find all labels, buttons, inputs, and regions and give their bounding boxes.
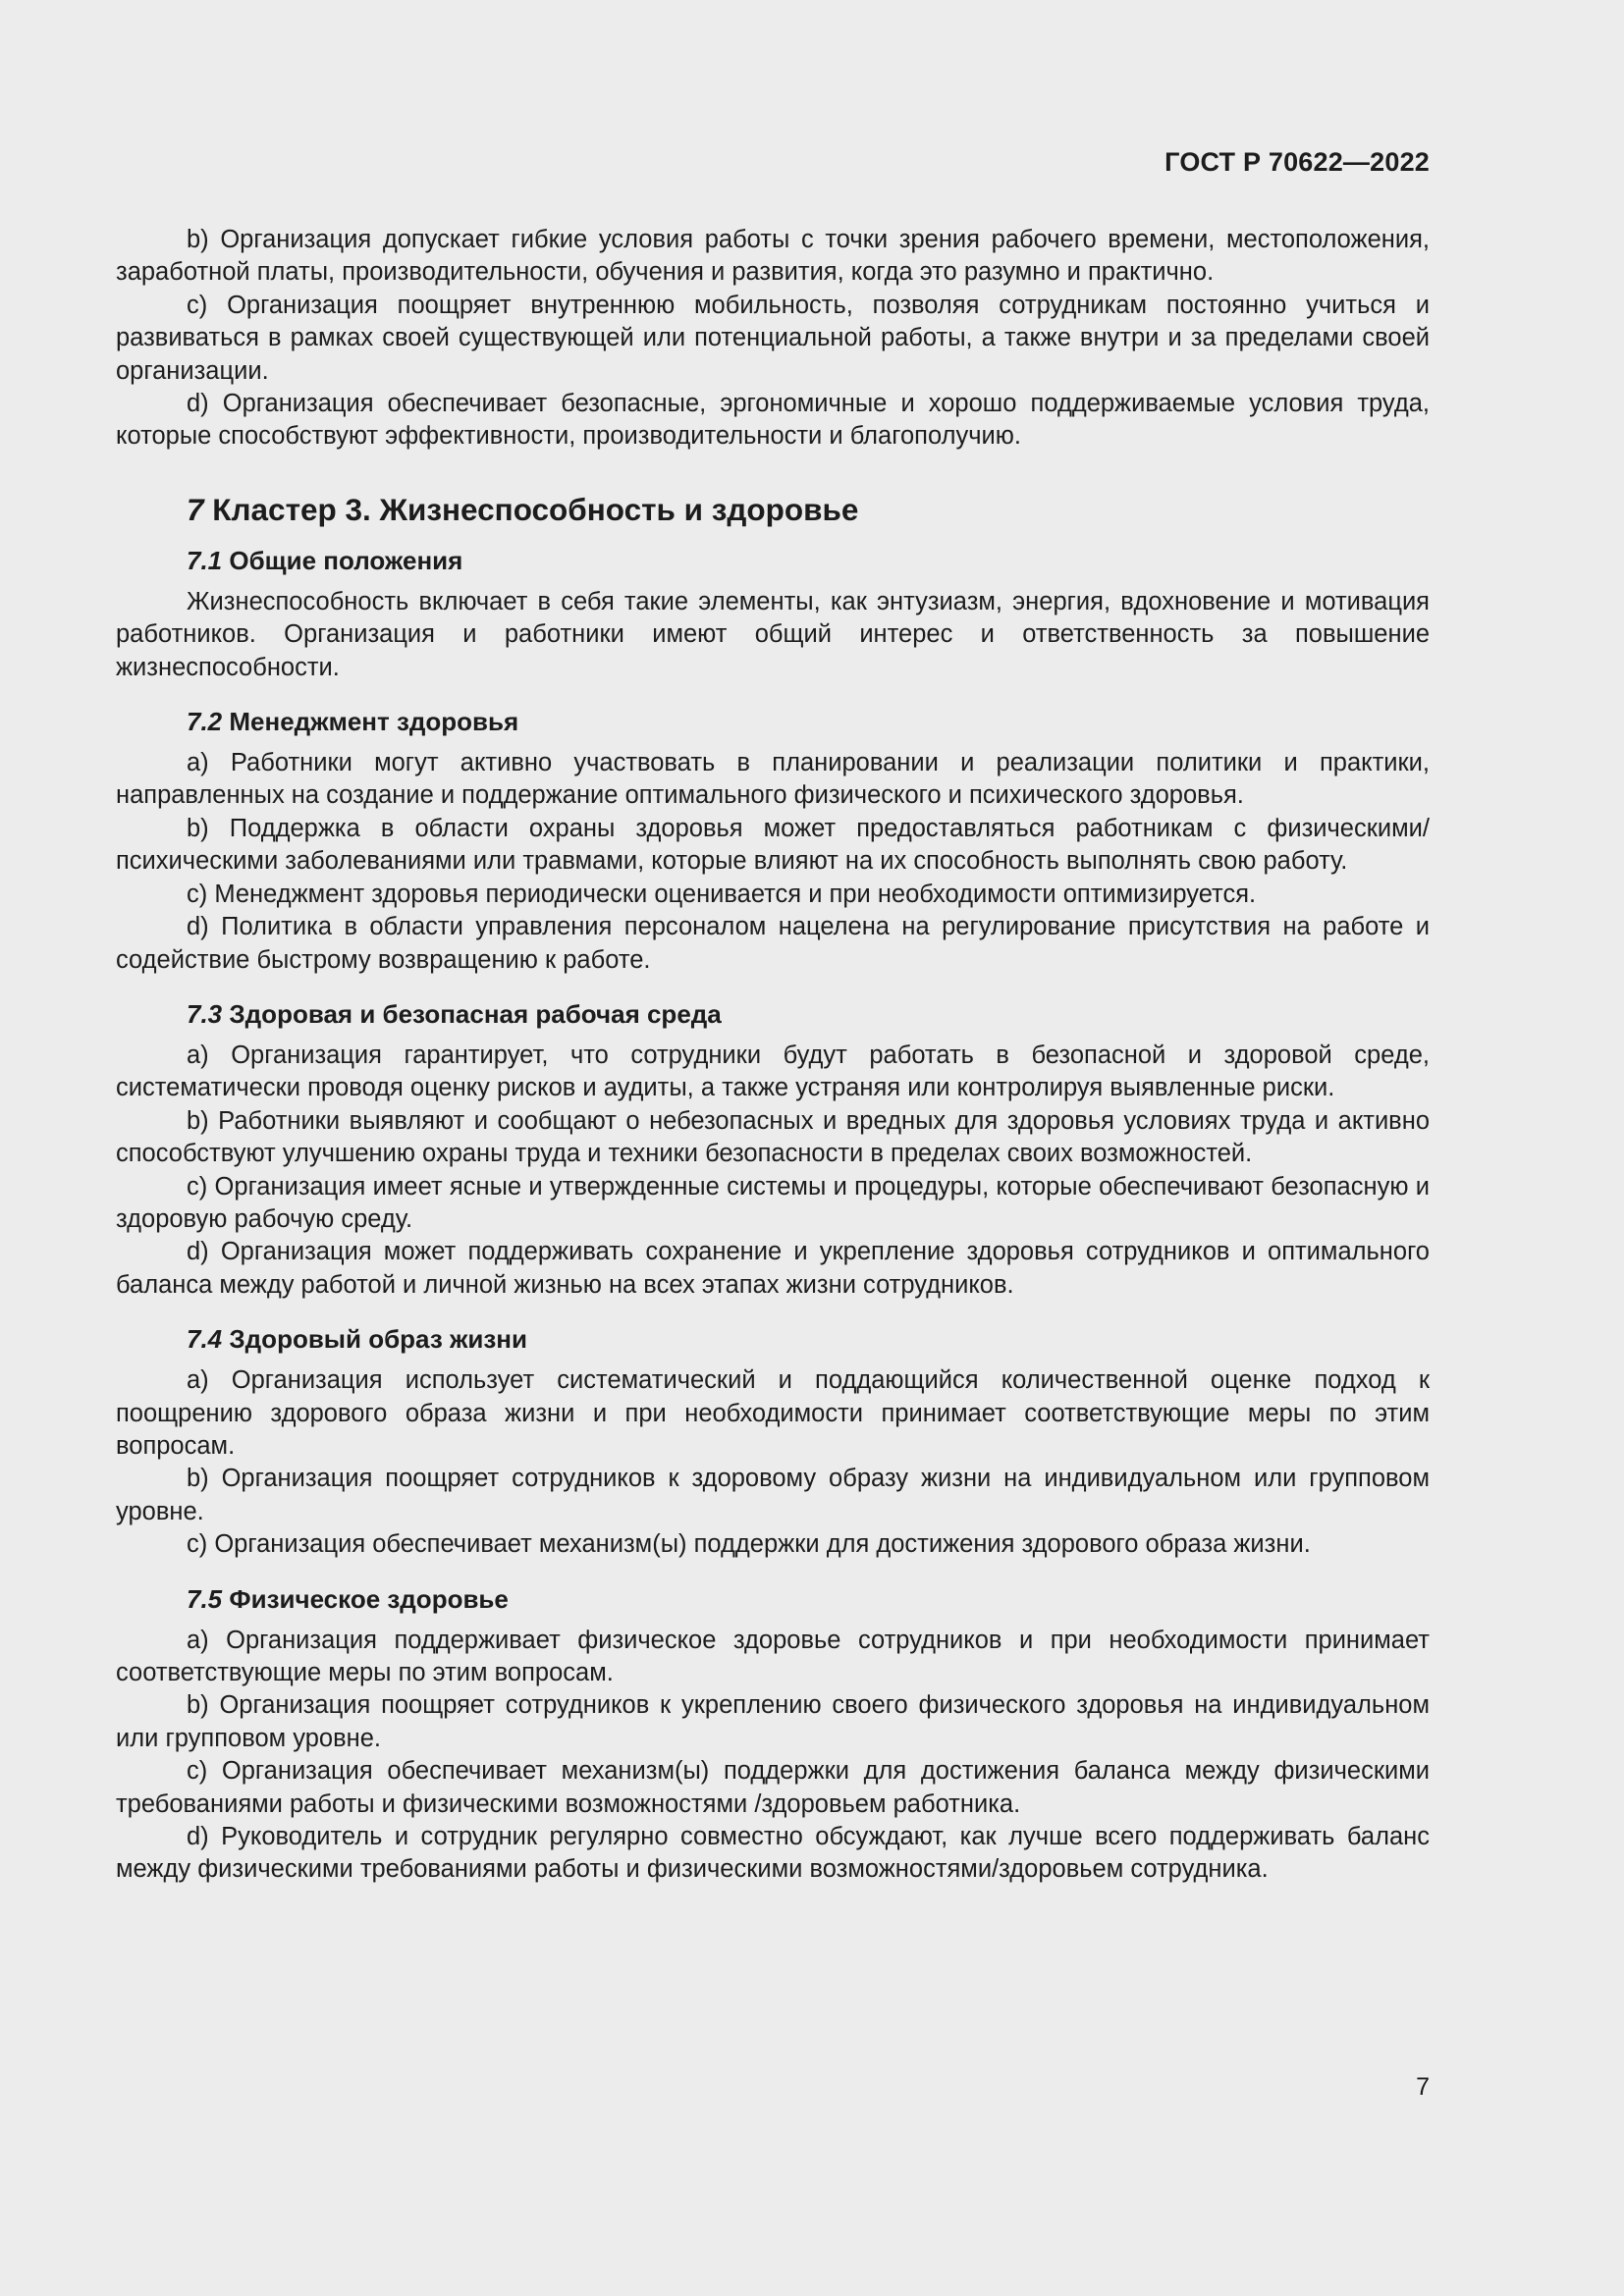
subsection-7-5-item-d: d) Руководитель и сотрудник регулярно совместно обсуждают, как лучше всего поддерживать баланс между физическими требованиями работы и физическими возможностями/здоровьем сотрудника. xyxy=(116,1823,1430,1884)
intro-block xyxy=(116,224,1430,454)
subsection-7-1-title: Общие положения xyxy=(229,545,463,575)
subsection-7-1-number: 7.1 xyxy=(187,545,223,575)
subsection-7-2-number: 7.2 xyxy=(187,707,223,737)
page-number: 7 xyxy=(1416,2073,1430,2101)
subsection-7-3-item-c: c) Организация имеет ясные и утвержденные системы и процедуры, которые обеспечивают безопасную и здоровую рабочую среду. xyxy=(116,1172,1430,1233)
subsection-7-5-title: Физическое здоровье xyxy=(229,1583,509,1614)
document-body xyxy=(116,224,1430,1887)
subsection-7-4-heading xyxy=(187,1321,1430,1357)
intro-paragraph-c: c) Организация поощряет внутреннюю мобильность, позволяя сотрудникам постоянно учиться и развиваться в рамках своей существующей или потенциальной работы, а также внутри и за пределами своей организации. xyxy=(116,291,1430,385)
subsection-7-4-title: Здоровый образ жизни xyxy=(229,1324,527,1355)
intro-paragraph-d: d) Организация обеспечивает безопасные, эргономичные и хорошо поддерживаемые условия труда, которые способствуют эффективности, производительности и благополучию. xyxy=(116,390,1430,451)
subsection-7-3-number: 7.3 xyxy=(187,998,223,1029)
subsection-7-4-item-c: c) Организация обеспечивает механизм(ы) поддержки для достижения здорового образа жизни. xyxy=(187,1530,1311,1559)
subsection-7-5-item-a: a) Организация поддерживает физическое здоровье сотрудников и при необходимости принимает соответствующие меры по этим вопросам. xyxy=(116,1626,1430,1686)
intro-paragraph-b: b) Организация допускает гибкие условия работы с точки зрения рабочего времени, местоположения, заработной платы, производительности, обучения и развития, когда это разумно и практично. xyxy=(116,226,1430,287)
document-page xyxy=(116,0,1430,2296)
subsection-7-4-item-a: a) Организация использует систематический и поддающийся количественной оценке подход к поощрению здорового образа жизни и при необходимости принимает соответствующие меры по этим вопросам. xyxy=(116,1366,1430,1460)
subsection-7-3-item-b: b) Работники выявляют и сообщают о небезопасных и вредных для здоровья условиях труда и активно способствуют улучшению охраны труда и техники безопасности в пределах своих возможностей. xyxy=(116,1106,1430,1168)
subsection-7-5-number: 7.5 xyxy=(187,1583,223,1614)
subsection-7-2-heading xyxy=(187,704,1430,739)
subsection-7-2-item-b: b) Поддержка в области охраны здоровья может предоставляться работникам с физическими/психическими заболеваниями или травмами, которые влияют на их способность выполнять свою работу. xyxy=(116,814,1430,876)
subsection-7-5-item-b: b) Организация поощряет сотрудников к укреплению своего физического здоровья на индивидуальном или групповом уровне. xyxy=(116,1691,1430,1752)
subsection-7-2-item-a: a) Работники могут активно участвовать в планировании и реализации политики и практики, направленных на создание и поддержание оптимального физического и психического здоровья. xyxy=(116,749,1430,810)
subsection-7-5-heading xyxy=(187,1581,1430,1617)
subsection-7-1-paragraph: Жизнеспособность включает в себя такие элементы, как энтузиазм, энергия, вдохновение и мотивация работников. Организация и работники имеют общий интерес и ответственность за повышение жизнеспособности. xyxy=(116,587,1430,681)
subsection-7-4-number: 7.4 xyxy=(187,1324,223,1355)
subsection-7-3-title: Здоровая и безопасная рабочая среда xyxy=(229,998,722,1029)
subsection-7-2-item-d: d) Политика в области управления персоналом нацелена на регулирование присутствия на работе и содействие быстрому возвращению к работе. xyxy=(116,913,1430,974)
section-7-heading xyxy=(187,490,1430,529)
subsection-7-3-item-a: a) Организация гарантирует, что сотрудники будут работать в безопасной и здоровой среде, систематически проводя оценку рисков и аудиты, а также устраняя или контролируя выявленные риски. xyxy=(116,1041,1430,1102)
subsection-7-3-heading xyxy=(187,996,1430,1032)
subsection-7-1-heading xyxy=(187,543,1430,578)
section-7-title: Кластер 3. Жизнеспособность и здоровье xyxy=(212,491,859,527)
subsection-7-5-item-c: c) Организация обеспечивает механизм(ы) поддержки для достижения баланса между физическими требованиями работы и физическими возможностями /здоровьем работника. xyxy=(116,1757,1430,1818)
section-7-number: 7 xyxy=(187,491,204,527)
subsection-7-4-item-b: b) Организация поощряет сотрудников к здоровому образу жизни на индивидуальном или групповом уровне. xyxy=(116,1465,1430,1525)
subsection-7-3-item-d: d) Организация может поддерживать сохранение и укрепление здоровья сотрудников и оптимального баланса между работой и личной жизнью на всех этапах жизни сотрудников. xyxy=(116,1238,1430,1299)
document-standard-id: ГОСТ Р 70622—2022 xyxy=(1164,147,1430,177)
subsection-7-2-item-c: c) Менеджмент здоровья периодически оценивается и при необходимости оптимизируется. xyxy=(187,880,1257,908)
subsection-7-2-title: Менеджмент здоровья xyxy=(229,707,519,737)
